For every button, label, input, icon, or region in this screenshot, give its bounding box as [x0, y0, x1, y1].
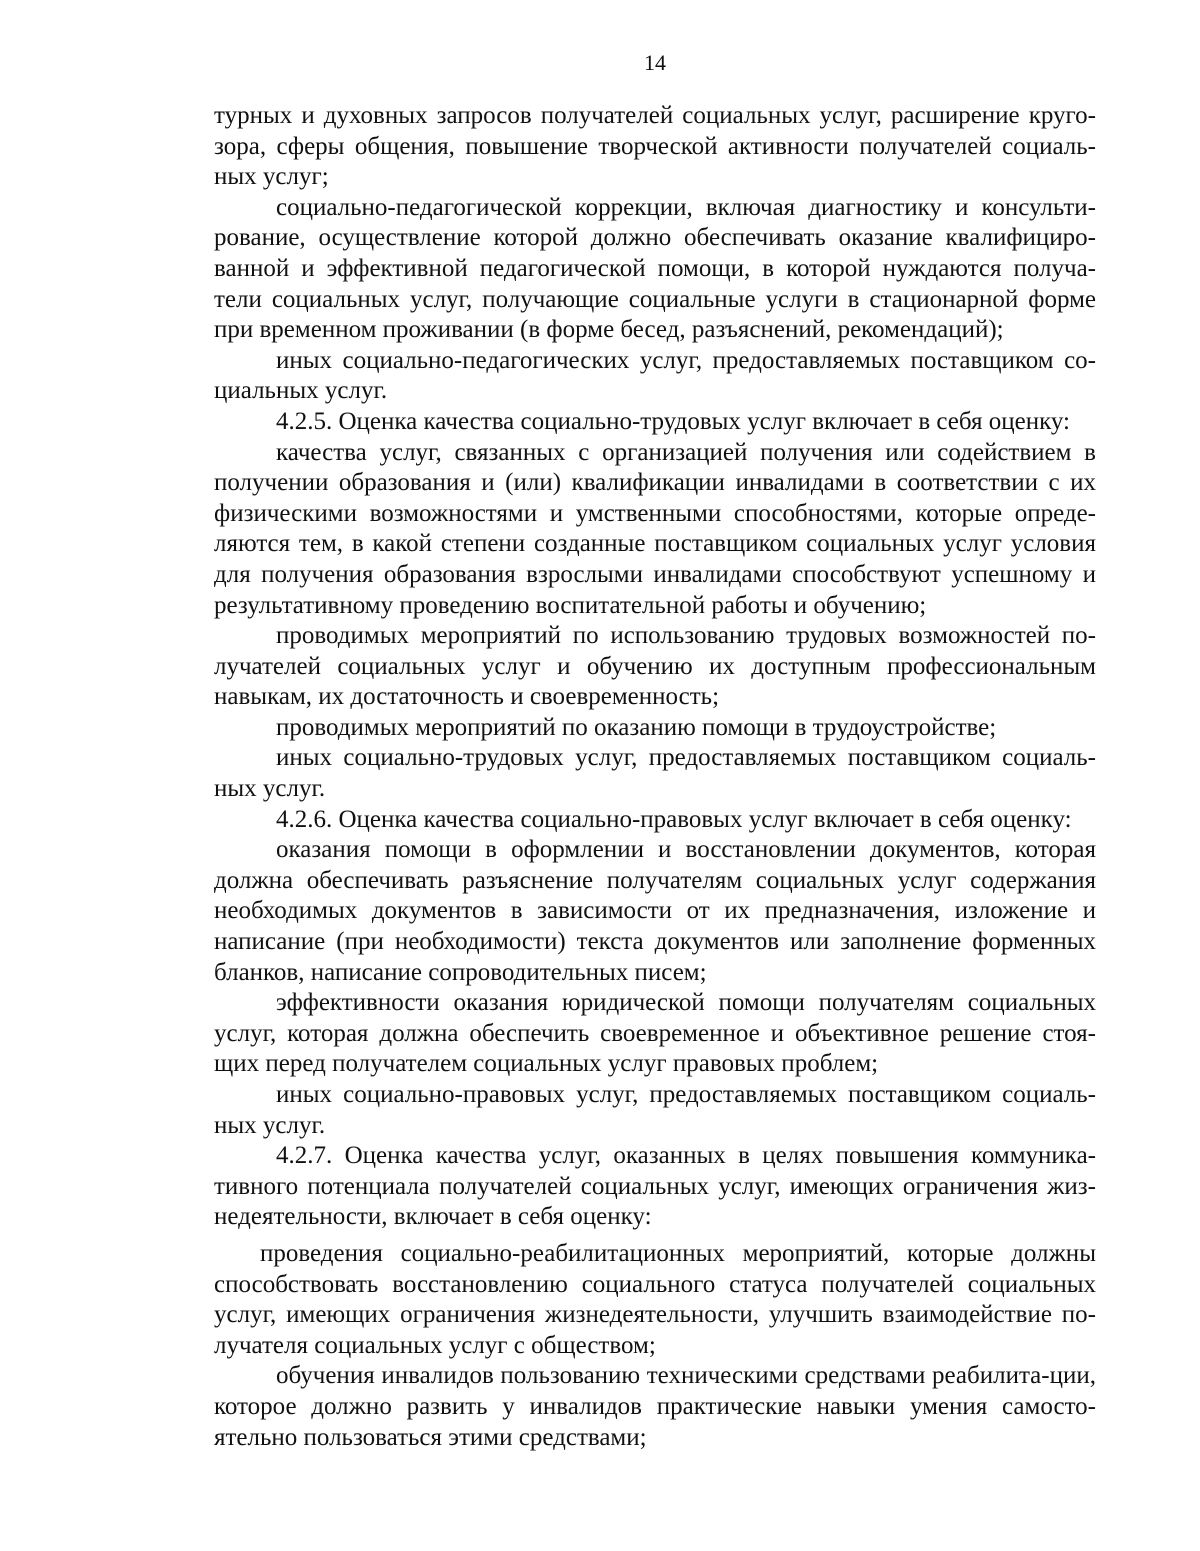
paragraph: иных социально-педагогических услуг, предоставляемых поставщиком со-циальных услуг.: [214, 346, 1096, 405]
paragraph-heading-4-2-6: 4.2.6. Оценка качества социально-правовых услуг включает в себя оценку:: [276, 805, 1072, 833]
paragraph: качества услуг, связанных с организацией получения или содействием в получении образования и (или) квалификации инвалидами в соответствии с их физическими возможностями и умственными способностями, которые опреде-ляются тем, в какой степени созданные поставщиком социальных услуг условия для получения образования взрослыми инвалидами способствуют успешному и результативному проведению воспитательной работы и обучению;: [214, 438, 1096, 619]
paragraph: обучения инвалидов пользованию техническими средствами реабилита-ции, которое должно развить у инвалидов практические навыки умения самосто-ятельно пользоваться этими средствами;: [214, 1362, 1096, 1451]
paragraph-heading-4-2-7: 4.2.7. Оценка качества услуг, оказанных в целях повышения коммуника-тивного потенциала получателей социальных услуг, имеющих ограничения жиз-недеятельности, включает в себя оценку:: [214, 1142, 1096, 1231]
paragraph: оказания помощи в оформлении и восстановлении документов, которая должна обеспечивать разъяснение получателям социальных услуг содержания необходимых документов в зависимости от их предназначения, изложение и написание (при необходимости) текста документов или заполнение форменных бланков, написание сопроводительных писем;: [214, 836, 1096, 986]
paragraph: турных и духовных запросов получателей социальных услуг, расширение круго-зора, сферы общения, повышение творческой активности получателей социаль-ных услуг;: [214, 102, 1096, 191]
page-number: 14: [644, 50, 666, 75]
paragraph: иных социально-правовых услуг, предоставляемых поставщиком социаль-ных услуг.: [214, 1081, 1096, 1139]
paragraph: иных социально-трудовых услуг, предоставляемых поставщиком социаль-ных услуг.: [214, 744, 1096, 803]
paragraph-heading-4-2-5: 4.2.5. Оценка качества социально-трудовых услуг включает в себя оценку:: [276, 407, 1070, 435]
paragraph: проводимых мероприятий по использованию трудовых возможностей по-лучателей социальных услуг и обучению их доступным профессиональным навыкам, их достаточность и своевременность;: [214, 622, 1096, 711]
body-text: [214, 101, 1096, 1453]
paragraph: проводимых мероприятий по оказанию помощи в трудоустройстве;: [276, 713, 997, 741]
paragraph: эффективности оказания юридической помощи получателям социальных услуг, которая должна обеспечить своевременное и объективное решение стоя-щих перед получателем социальных услуг правовых проблем;: [214, 989, 1096, 1078]
paragraph: социально-педагогической коррекции, включая диагностику и консульти-рование, осуществление которой должно обеспечивать оказание квалифициро-ванной и эффективной педагогической помощи, в которой нуждаются получа-тели социальных услуг, получающие социальные услуги в стационарной форме при временном проживании (в форме бесед, разъяснений, рекомендаций);: [214, 193, 1096, 344]
paragraph: проведения социально-реабилитационных мероприятий, которые должны способствовать восстановлению социального статуса получателей социальных услуг, имеющих ограничения жизнедеятельности, улучшить взаимодействие по-лучателя социальных услуг с обществом;: [214, 1239, 1096, 1359]
